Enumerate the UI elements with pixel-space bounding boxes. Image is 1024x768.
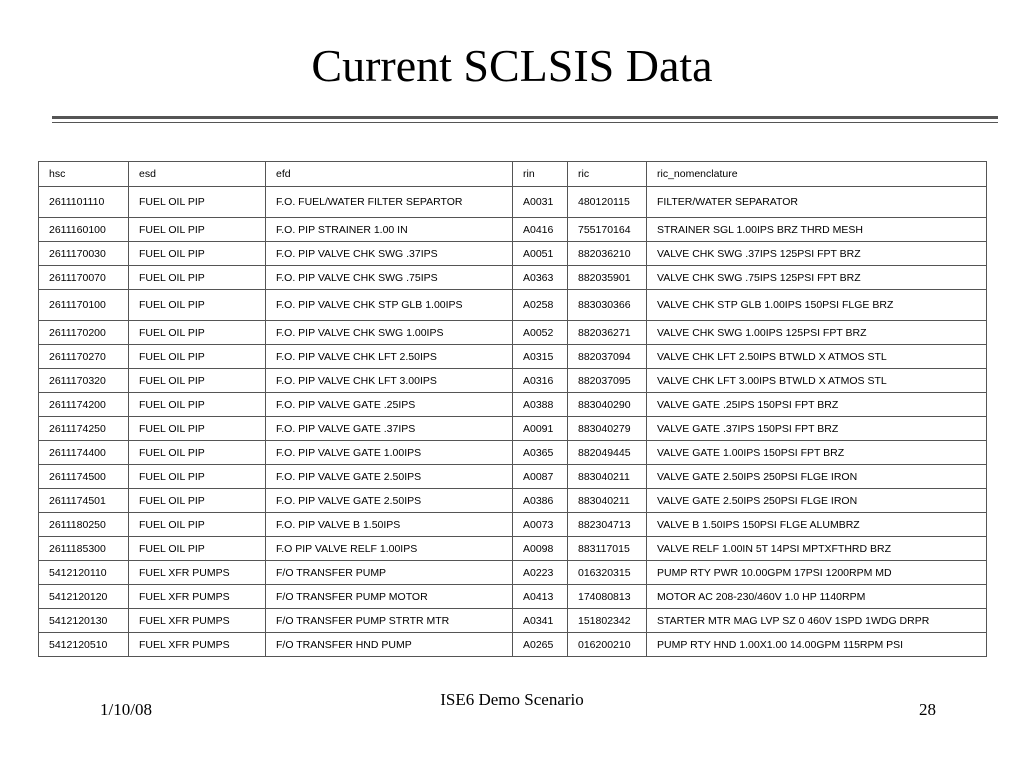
table-cell-ric-nomenclature: VALVE RELF 1.00IN 5T 14PSI MPTXFTHRD BRZ	[647, 537, 987, 561]
table-row	[39, 266, 987, 290]
table-cell-ric: 882304713	[568, 513, 647, 537]
table-cell-rin: A0098	[513, 537, 568, 561]
table-cell-ric-nomenclature: VALVE CHK LFT 2.50IPS BTWLD X ATMOS STL	[647, 345, 987, 369]
table-cell-rin: A0413	[513, 585, 568, 609]
column-header-esd: esd	[129, 162, 266, 187]
page-number: 28	[919, 700, 936, 719]
table-cell-ric: 755170164	[568, 218, 647, 242]
table-cell-rin: A0388	[513, 393, 568, 417]
table-cell-hsc: 2611174250	[39, 417, 129, 441]
table-cell-rin: A0091	[513, 417, 568, 441]
table-cell-ric-nomenclature: VALVE GATE 1.00IPS 150PSI FPT BRZ	[647, 441, 987, 465]
table-cell-ric-nomenclature: STRAINER SGL 1.00IPS BRZ THRD MESH	[647, 218, 987, 242]
table-row	[39, 345, 987, 369]
table-cell-ric-nomenclature: VALVE CHK LFT 3.00IPS BTWLD X ATMOS STL	[647, 369, 987, 393]
table-cell-hsc: 2611160100	[39, 218, 129, 242]
table-cell-ric-nomenclature: VALVE CHK SWG .75IPS 125PSI FPT BRZ	[647, 266, 987, 290]
table-cell-efd: F.O. PIP VALVE CHK LFT 2.50IPS	[266, 345, 513, 369]
table-cell-rin: A0315	[513, 345, 568, 369]
table-cell-esd: FUEL OIL PIP	[129, 187, 266, 218]
table-cell-esd: FUEL OIL PIP	[129, 290, 266, 321]
table-cell-esd: FUEL OIL PIP	[129, 218, 266, 242]
table-cell-hsc: 5412120130	[39, 609, 129, 633]
table-cell-esd: FUEL OIL PIP	[129, 441, 266, 465]
table-cell-rin: A0031	[513, 187, 568, 218]
table-cell-ric-nomenclature: FILTER/WATER SEPARATOR	[647, 187, 987, 218]
table-cell-ric: 882036210	[568, 242, 647, 266]
table-cell-rin: A0386	[513, 489, 568, 513]
table-cell-hsc: 2611174400	[39, 441, 129, 465]
table-cell-ric: 883117015	[568, 537, 647, 561]
table-cell-ric-nomenclature: VALVE GATE .25IPS 150PSI FPT BRZ	[647, 393, 987, 417]
table-cell-hsc: 5412120110	[39, 561, 129, 585]
table-cell-hsc: 5412120510	[39, 633, 129, 657]
table-cell-efd: F.O. PIP VALVE CHK LFT 3.00IPS	[266, 369, 513, 393]
table-cell-ric: 016200210	[568, 633, 647, 657]
table-cell-ric: 882049445	[568, 441, 647, 465]
table-row	[39, 290, 987, 321]
table-cell-efd: F.O. PIP STRAINER 1.00 IN	[266, 218, 513, 242]
table-row	[39, 513, 987, 537]
table-cell-efd: F.O. PIP VALVE B 1.50IPS	[266, 513, 513, 537]
table-cell-efd: F/O TRANSFER PUMP	[266, 561, 513, 585]
table-cell-hsc: 2611174501	[39, 489, 129, 513]
table-body	[39, 187, 987, 657]
table-row	[39, 417, 987, 441]
table-cell-esd: FUEL OIL PIP	[129, 393, 266, 417]
table-header-row	[39, 162, 987, 187]
table-cell-rin: A0363	[513, 266, 568, 290]
table-row	[39, 561, 987, 585]
table-cell-efd: F.O. FUEL/WATER FILTER SEPARTOR	[266, 187, 513, 218]
table-cell-esd: FUEL OIL PIP	[129, 369, 266, 393]
table-cell-efd: F.O. PIP VALVE CHK SWG 1.00IPS	[266, 321, 513, 345]
table-cell-efd: F.O. PIP VALVE GATE .25IPS	[266, 393, 513, 417]
table-cell-ric-nomenclature: PUMP RTY HND 1.00X1.00 14.00GPM 115RPM PSI	[647, 633, 987, 657]
table-row	[39, 633, 987, 657]
table-cell-ric-nomenclature: VALVE GATE .37IPS 150PSI FPT BRZ	[647, 417, 987, 441]
table-cell-ric-nomenclature: MOTOR AC 208-230/460V 1.0 HP 1140RPM	[647, 585, 987, 609]
table-cell-ric: 883040211	[568, 465, 647, 489]
table-cell-ric-nomenclature: VALVE GATE 2.50IPS 250PSI FLGE IRON	[647, 489, 987, 513]
table-row	[39, 585, 987, 609]
table-cell-ric: 016320315	[568, 561, 647, 585]
title-divider-thin	[52, 122, 998, 123]
table-row	[39, 369, 987, 393]
table-cell-rin: A0341	[513, 609, 568, 633]
slide-title: Current SCLSIS Data	[311, 40, 713, 91]
table-cell-esd: FUEL OIL PIP	[129, 321, 266, 345]
footer-date: 1/10/08	[100, 700, 152, 719]
table-cell-hsc: 2611170070	[39, 266, 129, 290]
table-cell-esd: FUEL XFR PUMPS	[129, 633, 266, 657]
table-cell-efd: F/O TRANSFER PUMP STRTR MTR	[266, 609, 513, 633]
table-cell-ric: 174080813	[568, 585, 647, 609]
table-cell-hsc: 5412120120	[39, 585, 129, 609]
table-cell-hsc: 2611170200	[39, 321, 129, 345]
table-cell-efd: F/O TRANSFER HND PUMP	[266, 633, 513, 657]
column-header-efd: efd	[266, 162, 513, 187]
table-row	[39, 609, 987, 633]
table-cell-ric-nomenclature: VALVE CHK STP GLB 1.00IPS 150PSI FLGE BRZ	[647, 290, 987, 321]
title-divider-thick	[52, 116, 998, 119]
table-cell-ric: 883040211	[568, 489, 647, 513]
table-cell-rin: A0316	[513, 369, 568, 393]
table-cell-rin: A0365	[513, 441, 568, 465]
table-cell-hsc: 2611170270	[39, 345, 129, 369]
table-cell-ric-nomenclature: VALVE GATE 2.50IPS 250PSI FLGE IRON	[647, 465, 987, 489]
table-cell-hsc: 2611180250	[39, 513, 129, 537]
table-cell-rin: A0052	[513, 321, 568, 345]
table-row	[39, 393, 987, 417]
table-cell-hsc: 2611170030	[39, 242, 129, 266]
table-cell-esd: FUEL OIL PIP	[129, 489, 266, 513]
table-row	[39, 218, 987, 242]
table-cell-hsc: 2611101110	[39, 187, 129, 218]
table-row	[39, 465, 987, 489]
table-cell-efd: F/O TRANSFER PUMP MOTOR	[266, 585, 513, 609]
table-cell-esd: FUEL XFR PUMPS	[129, 585, 266, 609]
table-cell-efd: F.O. PIP VALVE GATE .37IPS	[266, 417, 513, 441]
table-cell-hsc: 2611174200	[39, 393, 129, 417]
table-row	[39, 441, 987, 465]
table-cell-esd: FUEL OIL PIP	[129, 465, 266, 489]
column-header-hsc: hsc	[39, 162, 129, 187]
table-row	[39, 489, 987, 513]
table-cell-ric: 480120115	[568, 187, 647, 218]
table-cell-efd: F.O. PIP VALVE CHK STP GLB 1.00IPS	[266, 290, 513, 321]
table-cell-efd: F.O. PIP VALVE CHK SWG .37IPS	[266, 242, 513, 266]
table-cell-ric: 882036271	[568, 321, 647, 345]
table-cell-ric: 883040290	[568, 393, 647, 417]
table-row	[39, 242, 987, 266]
table-cell-ric-nomenclature: VALVE CHK SWG 1.00IPS 125PSI FPT BRZ	[647, 321, 987, 345]
table-cell-hsc: 2611170320	[39, 369, 129, 393]
table-cell-esd: FUEL OIL PIP	[129, 345, 266, 369]
table-cell-hsc: 2611170100	[39, 290, 129, 321]
table-row	[39, 537, 987, 561]
table-cell-efd: F.O PIP VALVE RELF 1.00IPS	[266, 537, 513, 561]
table-cell-esd: FUEL OIL PIP	[129, 537, 266, 561]
table-cell-rin: A0416	[513, 218, 568, 242]
column-header-rin: rin	[513, 162, 568, 187]
table-cell-esd: FUEL XFR PUMPS	[129, 561, 266, 585]
table-cell-esd: FUEL XFR PUMPS	[129, 609, 266, 633]
table-cell-ric: 883040279	[568, 417, 647, 441]
table-row	[39, 187, 987, 218]
table-cell-ric: 882037095	[568, 369, 647, 393]
table-cell-hsc: 2611185300	[39, 537, 129, 561]
table-cell-ric: 883030366	[568, 290, 647, 321]
table-cell-rin: A0223	[513, 561, 568, 585]
sclsis-data-table	[38, 161, 987, 657]
column-header-ric-nomenclature: ric_nomenclature	[647, 162, 987, 187]
table-cell-ric: 151802342	[568, 609, 647, 633]
table-cell-ric-nomenclature: PUMP RTY PWR 10.00GPM 17PSI 1200RPM MD	[647, 561, 987, 585]
table-cell-esd: FUEL OIL PIP	[129, 513, 266, 537]
table-row	[39, 321, 987, 345]
table-cell-ric-nomenclature: VALVE CHK SWG .37IPS 125PSI FPT BRZ	[647, 242, 987, 266]
table-cell-efd: F.O. PIP VALVE GATE 1.00IPS	[266, 441, 513, 465]
table-cell-rin: A0265	[513, 633, 568, 657]
table-cell-hsc: 2611174500	[39, 465, 129, 489]
column-header-ric: ric	[568, 162, 647, 187]
table-cell-rin: A0051	[513, 242, 568, 266]
table-cell-efd: F.O. PIP VALVE GATE 2.50IPS	[266, 489, 513, 513]
table-cell-ric: 882037094	[568, 345, 647, 369]
table-cell-efd: F.O. PIP VALVE CHK SWG .75IPS	[266, 266, 513, 290]
table-cell-efd: F.O. PIP VALVE GATE 2.50IPS	[266, 465, 513, 489]
table-cell-esd: FUEL OIL PIP	[129, 242, 266, 266]
table-cell-rin: A0073	[513, 513, 568, 537]
footer-title: ISE6 Demo Scenario	[440, 690, 584, 709]
table-cell-ric-nomenclature: VALVE B 1.50IPS 150PSI FLGE ALUMBRZ	[647, 513, 987, 537]
table-cell-ric-nomenclature: STARTER MTR MAG LVP SZ 0 460V 1SPD 1WDG DRPR	[647, 609, 987, 633]
table-cell-ric: 882035901	[568, 266, 647, 290]
table-cell-rin: A0087	[513, 465, 568, 489]
table-cell-esd: FUEL OIL PIP	[129, 417, 266, 441]
table-cell-rin: A0258	[513, 290, 568, 321]
table-cell-esd: FUEL OIL PIP	[129, 266, 266, 290]
